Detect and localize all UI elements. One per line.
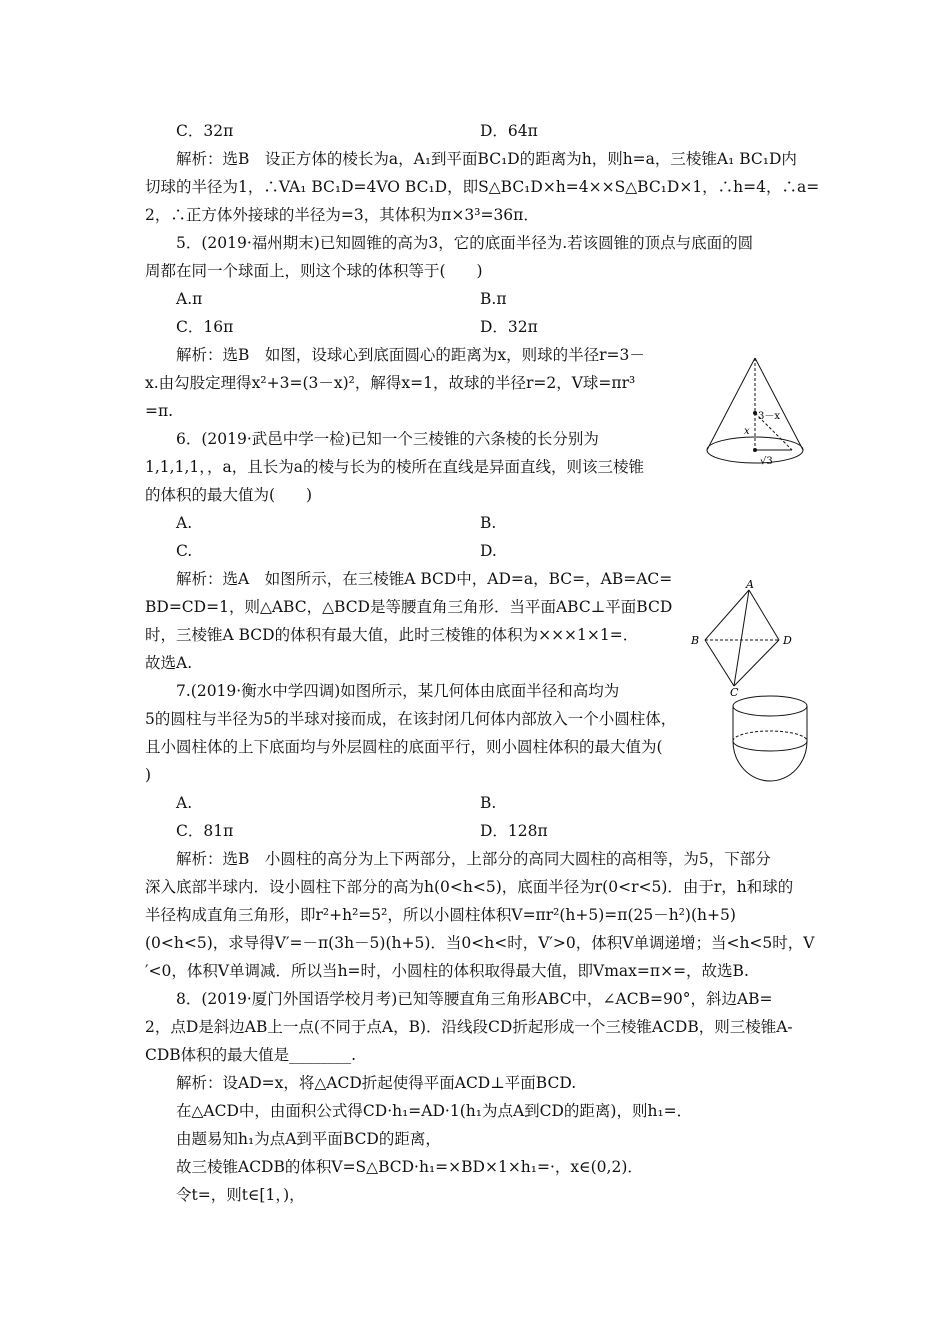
- q7-solution-line-1: 解析：选B 小圆柱的高分为上下两部分，上部分的高同大圆柱的高相等，为5，下部分: [176, 850, 771, 868]
- q8-stem-line-2: 2，点D是斜边AB上一点(不同于点A，B)．沿线段CD折起形成一个三棱锥ACDB，则三棱锥A-: [145, 1018, 793, 1036]
- tetra-label-b: B: [691, 634, 700, 647]
- q4-solution-line-2: 切球的半径为1，∴VA₁ BC₁D=4VO BC₁D，即S△BC₁D×h=4××S△BC₁D×1，∴h=4，∴a=: [145, 178, 820, 196]
- q7-stem-line-3: 且小圆柱体的上下底面均与外层圆柱的底面平行，则小圆柱体积的最大值为(: [145, 738, 663, 756]
- q4-option-c: C．32π: [176, 122, 234, 140]
- tetra-label-d: D: [783, 634, 792, 647]
- q7-stem-line-1: 7.(2019·衡水中学四调)如图所示，某几何体由底面半径和高均为: [176, 682, 620, 700]
- q6-stem-line-2: 1,1,1,1，，a，且长为a的棱与长为的棱所在直线是异面直线，则该三棱锥: [145, 458, 644, 476]
- tetra-label-a: A: [746, 578, 754, 591]
- q8-solution-line-4: 故三棱锥ACDB的体积V=S△BCD·h₁=×BD×1×h₁=·，x∈(0,2)．: [176, 1158, 643, 1176]
- cylinder-hemisphere-figure: [728, 692, 812, 788]
- q5-option-c: C．16π: [176, 318, 234, 336]
- cone-label-sqrt3: √3: [760, 456, 773, 467]
- q7-option-c: C．81π: [176, 822, 234, 840]
- q6-option-c: C.: [176, 542, 193, 560]
- q5-stem-line-2: 周都在同一个球面上，则这个球的体积等于( ): [145, 262, 483, 280]
- q7-option-a: A.: [176, 794, 193, 812]
- q5-solution-line-1: 解析：选B 如图，设球心到底面圆心的距离为x，则球的半径r=3－: [176, 346, 645, 364]
- q8-stem-line-3: CDB体积的最大值是________.: [145, 1046, 357, 1064]
- tetrahedron-figure: [686, 578, 798, 696]
- q7-solution-line-3: 半径构成直角三角形，即r²+h²=5²，所以小圆柱体积V=πr²(h+5)=π(25－h²)(h+5): [145, 906, 736, 924]
- q5-stem-line-1: 5．(2019·福州期末)已知圆锥的高为3，它的底面半径为.若该圆锥的顶点与底面的圆: [176, 234, 754, 252]
- q5-option-b: B.π: [480, 290, 507, 308]
- q6-solution-line-4: 故选A.: [145, 654, 193, 672]
- q7-solution-line-4: (0<h<5)，求导得V′=－π(3h－5)(h+5)．当0<h<时，V′>0，体积V单调递增；当<h<5时，V: [145, 934, 815, 952]
- q6-stem-line-3: 的体积的最大值为( ): [145, 486, 313, 504]
- q6-solution-line-3: 时，三棱锥A BCD的体积有最大值，此时三棱锥的体积为×××1×1=．: [145, 626, 639, 644]
- q4-option-d: D．64π: [480, 122, 538, 140]
- q4-solution-line-3: 2，∴正方体外接球的半径为=3，其体积为π×3³=36π．: [145, 206, 539, 224]
- tetra-label-c: C: [730, 686, 739, 696]
- q6-option-d: D.: [480, 542, 497, 560]
- cone-label-3-minus-x: 3－x: [758, 411, 781, 422]
- q6-stem-line-1: 6．(2019·武邑中学一检)已知一个三棱锥的六条棱的长分别为: [176, 430, 599, 448]
- q5-option-d: D．32π: [480, 318, 538, 336]
- q7-option-b: B.: [480, 794, 497, 812]
- q8-solution-line-1: 解析：设AD=x，将△ACD折起使得平面ACD⊥平面BCD.: [176, 1074, 577, 1092]
- q6-solution-line-2: BD=CD=1，则△ABC，△BCD是等腰直角三角形．当平面ABC⊥平面BCD: [145, 598, 673, 616]
- cone-label-x: x: [744, 426, 750, 437]
- q8-solution-line-3: 由题易知h₁为点A到平面BCD的距离，: [176, 1130, 441, 1148]
- q8-solution-line-5: 令t=，则t∈[1，)，: [176, 1186, 305, 1204]
- q7-stem-line-2: 5的圆柱与半径为5的半球对接而成，在该封闭几何体内部放入一个小圆柱体，: [145, 710, 677, 728]
- q8-solution-line-2: 在△ACD中，由面积公式得CD·h₁=AD·1(h₁为点A到CD的距离)，则h₁=．: [176, 1102, 693, 1120]
- q5-option-a: A.π: [176, 290, 203, 308]
- q6-option-b: B.: [480, 514, 497, 532]
- q6-option-a: A.: [176, 514, 193, 532]
- q7-solution-line-5: ′<0，体积V单调减．所以当h=时，小圆柱的体积取得最大值，即Vmax=π×=，故选B.: [145, 962, 749, 980]
- q4-solution-line-1: 解析：选B 设正方体的棱长为a，A₁到平面BC₁D的距离为h，则h=a，三棱锥A₁ BC₁D内: [176, 150, 797, 168]
- cone-sphere-figure: [700, 352, 810, 470]
- q8-stem-line-1: 8．(2019·厦门外国语学校月考)已知等腰直角三角形ABC中，∠ACB=90°，斜边AB=: [176, 990, 773, 1008]
- q6-solution-line-1: 解析：选A 如图所示，在三棱锥A BCD中，AD=a，BC=，AB=AC=: [176, 570, 673, 588]
- q7-solution-line-2: 深入底部半球内．设小圆柱下部分的高为h(0<h<5)，底面半径为r(0<r<5)．由于r，h和球的: [145, 878, 794, 896]
- q5-solution-line-2: x.由勾股定理得x²+3=(3－x)²，解得x=1，故球的半径r=2，V球=πr³: [145, 374, 636, 392]
- q5-solution-line-3: =π.: [145, 402, 174, 420]
- q7-option-d: D．128π: [480, 822, 548, 840]
- q7-stem-line-4: ): [145, 766, 152, 784]
